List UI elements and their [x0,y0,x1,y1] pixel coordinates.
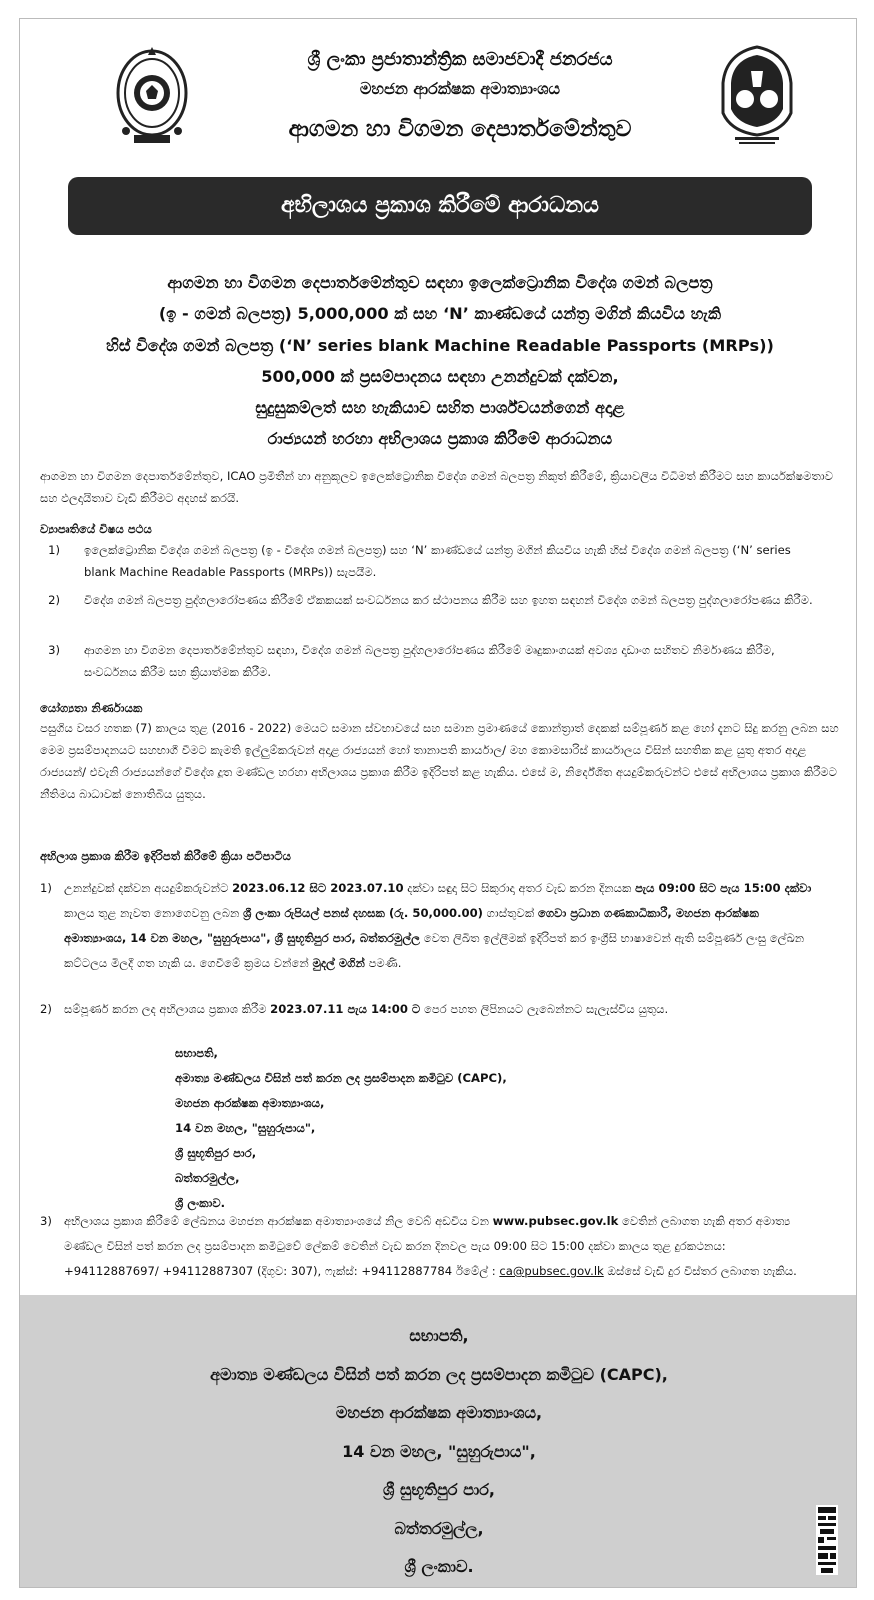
title-line: ආගමන හා විගමන දෙපාර්තමේන්තුව සඳහා ඉලෙක්ට්‍රොනික විදේශ ගමන් බලපත්‍ර [167,273,713,292]
eligibility-paragraph: පසුගිය වසර හතක (7) කාලය තුළ (2016 - 2022) මෙයට සමාන ස්වභාවයේ සහ සමාන ප්‍රමාණයේ කොන්ත්‍රාත් දෙකක් සම්පූර්ණ කළ හෝ දැනට සිදු කරනු ලබන සහ මෙම ප්‍රසම්පාදනයට සහභාගී වීමට කැමති ඉල්ලුම්කරුවන් අදාළ රාජ්‍යයන් හෝ තානාපති කාර්යාල/ මහ කොමසාරිස් කාර්යාලය විසින් සහතික කළ යුතු අතර අදාළ රාජ්‍යයන්/ එවැනි රාජ්‍යයන්ගේ විදේශ දූත මණ්ඩල හරහා අභිලාශය ප්‍රකාශ කිරීම ඉදිරිපත් කළ හැකිය. එසේ ම, නිර්දේශිත අයදුම්කරුවන්ට එසේ අභිලාශය ප්‍රකාශ කිරීමට නීතිමය බාධාවක් නොතිබිය යුතුය. [40,721,839,801]
eligibility-heading: යෝග්‍යතා නිර්ණායක [40,701,143,715]
header-ministry: මහජන ආරක්ෂක අමාත්‍යාංශය [359,79,561,98]
step-text: පමණි. [364,956,402,970]
title-line: (ඉ - ගමන් බලපත්‍ර) 5,000,000 ක් සහ ‘N’ කාණ්ඩයේ යන්ත්‍ර මගින් කියවිය හැකි [158,304,722,324]
scope-item [48,589,824,611]
step-text: සම්පූර්ණ කරන ලද අභිලාශය ප්‍රකාශ කිරීම [64,1002,271,1016]
scope-item-number: 2) [48,593,60,607]
step-fee: ශ්‍රී ලංකා රුපියල් පනස් දහසක (රු. 50,000.00) [243,906,483,920]
step-text: කාලය තුළ නැවත නොගෙවනු ලබන [64,906,244,920]
step-deadline: 2023.07.11 පැය 14:00 ට [270,1002,421,1016]
footer-address-box [20,1295,857,1588]
step-text: වෙත ලිඛිත ඉල්ලීමක් ඉදිරිපත් කර ඉංග්‍රීසි භාෂාවෙන් ඇති සම්පූර්ණ ලංසු ලේඛන කට්ටලය මිලදී ගත හැකි ය. ගෙවීමේ ක්‍රමය වන්නේ [64,931,805,970]
scope-heading: ව්‍යාපෘතියේ විෂය පථය [40,522,152,536]
title-line: රාජ්‍යයන් හරහා අභිලාශය ප්‍රකාශ කිරීමේ ආරාධනය [267,429,613,449]
notice-title [60,267,820,455]
step-text: දක්වා සඳුදා සිට සිකුරාදා අතර වැඩ කරන දිනයක [403,881,636,895]
step-text: ගාස්තුවක් [482,906,538,920]
header-country: ශ්‍රී ලංකා ප්‍රජාතාන්ත්‍රික සමාජවාදී ජනරජය [307,49,613,70]
footer-address-line: බත්තරමුල්ල, [394,1518,484,1538]
notice-page [19,18,857,1588]
address-line: ශ්‍රී ලංකාව. [175,1196,226,1210]
title-line: 500,000 ක් ප්‍රසම්පාදනය සඳහා උනන්දුවක් දක්වන, [261,366,619,386]
step-number: 1) [40,881,52,895]
footer-address [20,1317,857,1587]
step-payment-office: ගෙවා ප්‍රධාන ගණකාධිකාරී, මහජන ආරක්ෂක අමාත්‍යාංශය, 14 වන මහල, "සුහුරුපාය", ශ්‍රී සුභූතිපුර පාර, බත්තරමුල්ල [64,906,759,945]
scope-item [48,639,824,683]
address-line: අමාත්‍ය මණ්ඩලය විසින් පත් කරන ලද ප්‍රසම්පාදන කමිටුව (CAPC), [175,1071,507,1085]
scope-item-text: ඉලෙක්ට්‍රොනික විදේශ ගමන් බලපත්‍ර (ඉ - විදේශ ගමන් බලපත්‍ර) සහ ‘N’ කාණ්ඩයේ යන්ත්‍ර මගින් කියවිය හැකි හිස් විදේශ ගමන් බලපත්‍ර (‘N’ series blank Machine Readable Passports (MRPs)) සැපයීම. [84,543,791,579]
footer-address-line: 14 වන මහල, "සුහුරුපාය", [342,1441,536,1461]
address-line: මහජන ආරක්ෂක අමාත්‍යාංශය, [175,1096,325,1110]
title-line: හිස් විදේශ ගමන් බලපත්‍ර (‘N’ series blank Machine Readable Passports (MRPs)) [106,335,774,355]
scope-item-number: 3) [48,643,60,657]
step-text: ඔස්සේ වැඩි දුර විස්තර ලබාගත හැකිය. [603,1264,797,1278]
step-number: 3) [40,1214,52,1228]
step-hours: පැය 09:00 සිට පැය 15:00 දක්වා [635,881,812,895]
header-department: ආගමන හා විගමන දෙපාර්තමේන්තුව [288,117,632,142]
notice-banner: අභිලාශය ප්‍රකාශ කිරීමේ ආරාධනය [68,177,812,235]
submission-address [175,1041,507,1216]
address-line: ශ්‍රී සුභූතිපුර පාර, [175,1146,257,1160]
scope-item-number: 1) [48,543,60,557]
email-link[interactable]: ca@pubsec.gov.lk [499,1264,604,1278]
step-text: අභිලාශය ප්‍රකාශ කිරීමේ ලේඛනය මහජන ආරක්ෂක අමාත්‍යාංශයේ නිල වෙබ් අඩවිය වන [64,1214,493,1228]
procedure-heading: අභිලාශ ප්‍රකාශ කිරීම ඉදිරිපත් කිරීමේ ක්‍රියා පටිපාටිය [40,849,291,863]
step-text: පෙර පහත ලිපිනයට ලැබෙන්නට සැලැස්විය යුතුය. [420,1002,669,1016]
sri-lanka-emblem-icon [110,43,194,147]
address-line: බත්තරමුල්ල, [175,1171,240,1185]
footer-address-line: ශ්‍රී ලංකාව. [404,1557,474,1576]
address-line: 14 වන මහල, "සුහුරුපාය", [175,1121,316,1135]
address-line: සභාපති, [175,1046,218,1060]
scope-item-text: විදේශ ගමන් බලපත්‍ර පුද්ගලාරෝපණය කිරීමේ ඒකකයක් සංවර්ධනය කර ස්ථාපනය කිරීම සහ ඉහත සඳහන් විදේශ ගමන් බලපත්‍ර පුද්ගලාරෝපණය කිරීම. [84,593,813,607]
footer-address-line: ශ්‍රී සුභූතිපුර පාර, [382,1480,495,1499]
immigration-department-emblem-icon [715,43,799,147]
scope-item [48,539,824,583]
procedure-step [40,1209,824,1284]
step-date-range: 2023.06.12 සිට 2023.07.10 [232,881,404,895]
footer-address-line: මහජන ආරක්ෂක අමාත්‍යාංශය, [335,1403,543,1422]
procedure-step [40,997,824,1022]
footer-address-line: සභාපති, [409,1326,469,1345]
scope-item-text: ආගමන හා විගමන දෙපාර්තමේන්තුව සඳහා, විදේශ ගමන් බලපත්‍ර පුද්ගලාරෝපණය කිරීමේ මෘදුකාංගයක් අවශ්‍ය දෘඩාංග සහිතව නිර්මාණය කිරීම, සංවර්ධනය කිරීම සහ ක්‍රියාත්මක කිරීම. [84,643,775,679]
intro-paragraph: ආගමන හා විගමන දෙපාර්තමේන්තුව, ICAO ප්‍රමිතීන් හා අනුකූලව ඉලෙක්ට්‍රොනික විදේශ ගමන් බලපත්‍ර නිකුත් කිරීමේ, ක්‍රියාවලිය විධිමත් කිරීමට සහ කාර්යක්ෂමතාව සහ ඵලදායිතාව වැඩි කිරීමට අදහස් කරයි. [40,469,834,505]
step-text: උනන්දුවක් දක්වන අයදුම්කරුවන්ට [64,881,233,895]
procedure-step [40,876,824,976]
title-line: සුදුසුකම්ලත් සහ හැකියාව සහිත පාර්ශ්වයන්ගෙන් අදාළ [255,398,625,418]
footer-address-line: අමාත්‍ය මණ්ඩලය විසින් පත් කරන ලද ප්‍රසම්පාදන කමිටුව (CAPC), [210,1364,668,1384]
step-number: 2) [40,1002,52,1016]
barcode-icon [816,1505,838,1575]
step-payment-method: මුදල් මගින් [312,956,365,970]
step-text: වෙතින් ලබාගත හැකි අතර අමාත්‍ය මණ්ඩල විසින් පත් කරන ලද ප්‍රසම්පාදන කමිටුවේ ලේකම් වෙතින් වැඩ කරන දිනවල පැය 09:00 සිට 15:00 දක්වා කාලය තුළ දුරකථනය: +94112887697/ +94112887307 (දිගුව: 307), ෆැක්ස්: +94112887784 ඊමේල් : [64,1214,791,1278]
website-link[interactable]: www.pubsec.gov.lk [492,1214,619,1228]
